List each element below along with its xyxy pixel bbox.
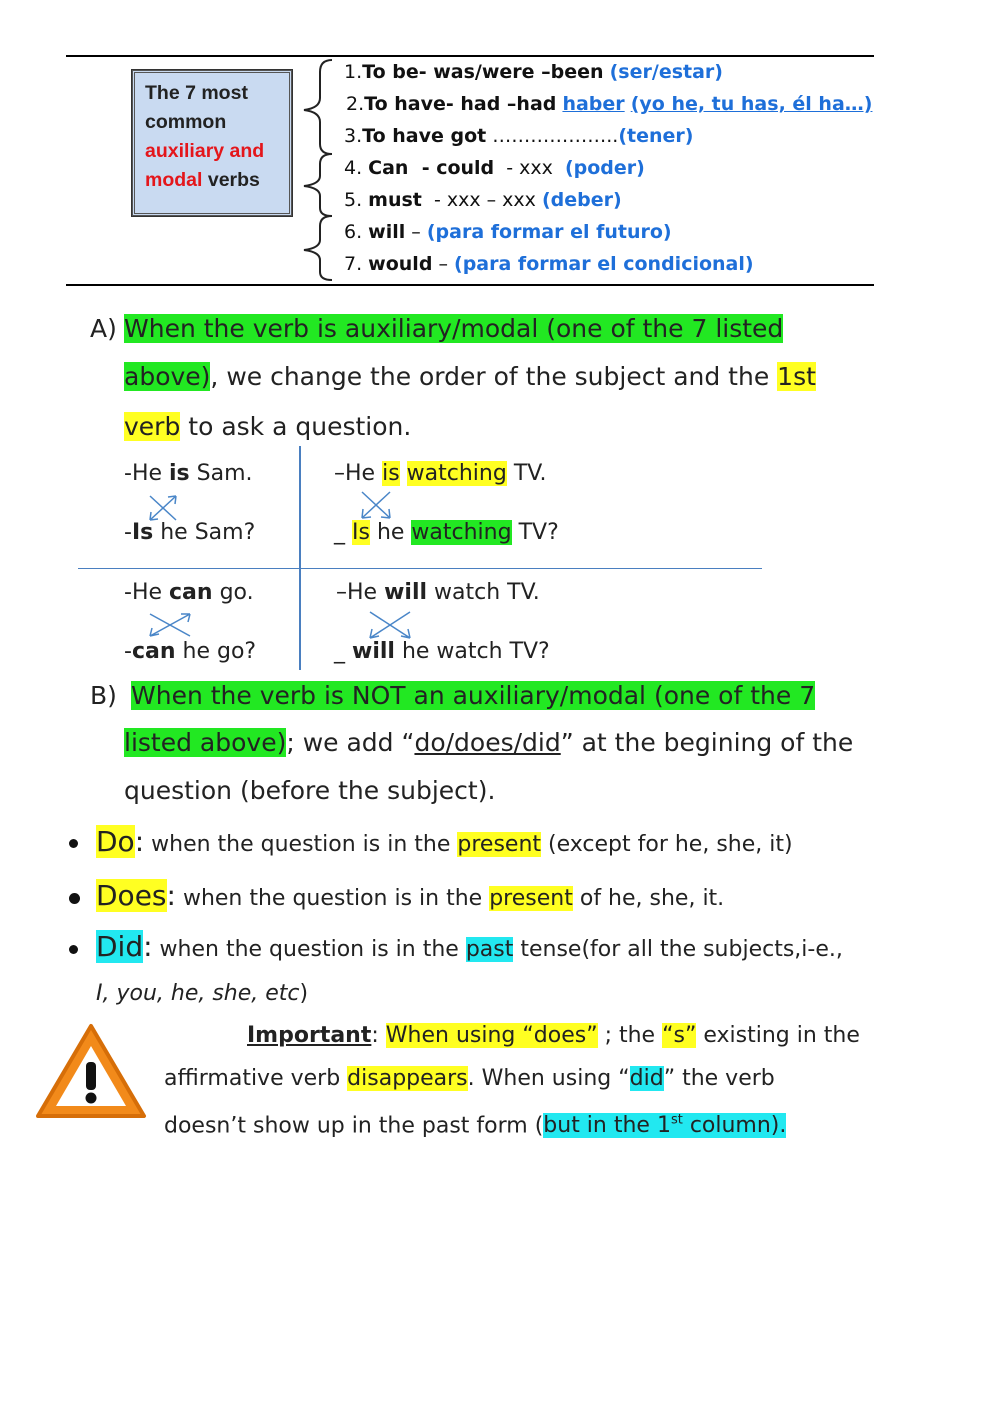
verb-item: 4. Can - could - xxx (poder) bbox=[344, 157, 645, 179]
swap-arrows bbox=[0, 0, 1000, 700]
section-b-line2: listed above); we add “do/does/did” at the begining of the bbox=[124, 728, 854, 757]
bullet-icon bbox=[69, 893, 80, 904]
verb-item: 7. would – (para formar el condicional) bbox=[344, 253, 754, 275]
bullet-do: Do: when the question is in the present (except for he, she, it) bbox=[96, 825, 793, 858]
verb-item: 3.To have got ………………..(tener) bbox=[344, 125, 694, 147]
verb-item: 6. will – (para formar el futuro) bbox=[344, 221, 672, 243]
section-b-marker: B) bbox=[90, 681, 117, 710]
section-b-line3: question (before the subject). bbox=[124, 776, 496, 805]
important-line3: doesn’t show up in the past form (but in the 1st column). bbox=[164, 1113, 787, 1139]
example-question: -can he go? bbox=[124, 639, 257, 664]
example-question: _ will he watch TV? bbox=[334, 639, 550, 664]
bullet-does: Does: when the question is in the present of he, she, it. bbox=[96, 879, 725, 912]
bullet-did: Did: when the question is in the past tense(for all the subjects,i-e., bbox=[96, 930, 843, 963]
important-line1: Important: When using “does” ; the “s” existing in the bbox=[247, 1023, 860, 1048]
example-statement: –He will watch TV. bbox=[336, 580, 540, 605]
section-a-line3: verb to ask a question. bbox=[124, 412, 412, 441]
section-b-line1: When the verb is NOT an auxiliary/modal (one of the 7 bbox=[131, 681, 816, 710]
verb-item: 2.To have- had –had haber (yo he, tu has, él ha…) bbox=[346, 93, 873, 115]
bullet-icon bbox=[69, 945, 78, 954]
example-question: _ Is he watching TV? bbox=[334, 520, 559, 545]
bullet-icon bbox=[69, 839, 78, 848]
section-a-line2: above), we change the order of the subject and the 1st bbox=[124, 362, 816, 391]
example-statement: -He can go. bbox=[124, 580, 254, 605]
example-statement: –He is watching TV. bbox=[334, 461, 547, 486]
example-statement: -He is Sam. bbox=[124, 461, 253, 486]
important-line2: affirmative verb disappears. When using “did” the verb bbox=[164, 1066, 775, 1091]
example-question: -Is he Sam? bbox=[124, 520, 256, 545]
section-a-line1: When the verb is auxiliary/modal (one of the 7 listed bbox=[124, 314, 784, 343]
section-a-marker: A) bbox=[90, 314, 117, 343]
verb-item: 5. must - xxx – xxx (deber) bbox=[344, 189, 622, 211]
warning-triangle-icon bbox=[34, 1022, 148, 1122]
verb-item: 1.To be- was/were –been (ser/estar) bbox=[344, 61, 723, 83]
bullet-did-line2: I, you, he, she, etc) bbox=[96, 981, 309, 1006]
auxiliary-verbs-box: The 7 most common auxiliary and modal verbs bbox=[132, 70, 292, 216]
